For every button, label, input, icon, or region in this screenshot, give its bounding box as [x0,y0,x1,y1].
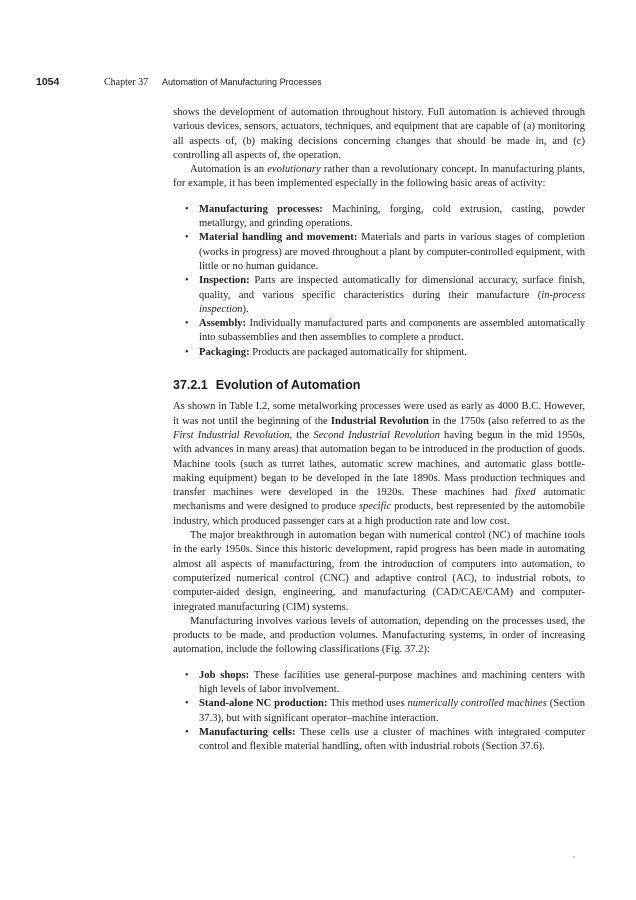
activity-list [173,203,585,360]
evolution-paragraph-history: As shown in Table I.2, some metalworking processes were used as early as 4000 B.C. However, it was not until the beginning of the Industrial Revolution in the 1750s (also referred to as the First Industrial Revolution, the Second Industrial Revolution having begun in the mid 1950s, with advances in many areas) that automation began to be introduced in the production of goods. Machine tools (such as turret lathes, automatic screw machines, and automatic glass bottle-making equipment) began to be developed in the late 1890s. Mass production techniques and transfer machines were developed in the 1920s. These machines had fixed automatic mechanisms and were designed to produce specific products, best represented by the automobile industry, which produced passenger cars at a high production rate and low cost. [173,401,586,527]
evolution-paragraph-breakthrough: The major breakthrough in automation began with numerical control (NC) of machine tools in the early 1950s. Since this historic development, rapid progress has been made in automating almost all aspects of manufacturing, from the introduction of computers into automation, to computerized numerical control (CNC) and adaptive control (AC), to industrial robots, to computer-aided design, engineering, and manufacturing (CAD/CAE/CAM) and computer-integrated manufacturing (CIM) systems. [173,530,585,613]
page-number: 1054 [36,76,60,88]
evolution-paragraph-levels: Manufacturing involves various levels of automation, depending on the processes used, the products to be made, and production volumes. Manufacturing systems, in order of increasing automation, include the following classifications (Fig. 37.2): [173,615,585,656]
section-title: Evolution of Automation [215,378,361,393]
list-item: • Material handling and movement: Materials and parts in various stages of completion (works in progress) are moved throughout a plant by computer-controlled equipment, with little or no human guidance. [185,232,585,272]
classification-list [173,669,585,755]
bullet-icon: • [185,346,189,358]
bullet-icon: • [185,203,189,215]
bullet-icon: • [185,232,189,244]
bullet-icon: • [185,698,189,710]
chapter-title: Automation of Manufacturing Processes [162,77,322,87]
list-item: • Assembly: Individually manufactured parts and components are assembled automatically into subassemblies and then assemblies to complete a product. [185,318,585,344]
bullet-icon: • [185,318,189,330]
list-item: • Manufacturing cells: These cells use a cluster of machines with integrated computer control and flexible material handling, often with industrial robots (Section 37.6). [185,726,586,753]
list-item: • Job shops: These facilities use general-purpose machines and machining centers with high levels of labor involvement. [185,669,585,695]
intro-paragraph: shows the development of automation throughout history. Full automation is achieved through various devices, sensors, actuators, techniques, and equipment that are capable of (a) monitoring all aspects of, (b) making decisions concerning changes that should be made in, and (c) controlling all aspects of, the operation. [173,107,585,161]
list-item: • Stand-alone NC production: This method uses numerically controlled machines (Section 37.3), but with significant operator–machine interaction. [185,698,586,724]
list-item: • Inspection: Parts are inspected automatically for dimensional accuracy, surface finish, quality, and various specific characteristics during their manufacture (in-process inspection). [185,275,585,315]
body-text [173,106,585,766]
list-item: • Manufacturing processes: Machining, forging, cold extrusion, casting, powder metallurgy, and grinding operations. [185,203,585,230]
bullet-icon: • [185,726,189,738]
scan-dot [573,856,575,858]
chapter-label: Chapter 37 [104,77,149,88]
intro-paragraph-evolutionary: Automation is an evolutionary rather than a revolutionary concept. In manufacturing plants, for example, it has been implemented especially in the following basic areas of activity: [173,164,585,190]
list-item: • Packaging: Products are packaged automatically for shipment. [199,346,585,360]
section-heading [173,378,585,392]
running-head [36,76,596,90]
section-number: 37.2.1 [173,378,208,393]
bullet-icon: • [185,669,189,681]
bullet-icon: • [185,275,189,287]
